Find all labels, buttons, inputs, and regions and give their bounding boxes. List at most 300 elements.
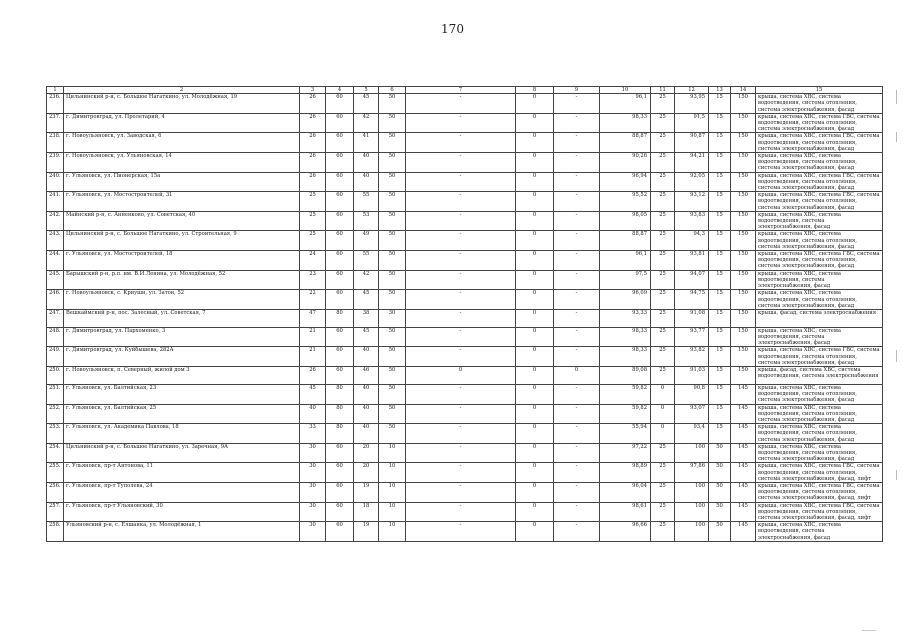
table-cell: 80 xyxy=(326,424,354,444)
table-cell: 25 xyxy=(651,482,675,502)
table-cell: - xyxy=(554,133,600,153)
table-cell: крыша, система ХВС, система водоотведения, система электроснабжения, фасад xyxy=(756,270,883,290)
table-cell: 0 xyxy=(406,367,516,385)
table-cell: 50 xyxy=(379,172,406,192)
table-cell: 18 xyxy=(354,502,379,522)
table-cell: - xyxy=(406,94,516,114)
table-cell: 50 xyxy=(379,270,406,290)
table-cell: 89,08 xyxy=(600,367,651,385)
table-cell: 91,5 xyxy=(675,113,709,133)
table-cell: - xyxy=(554,502,600,522)
table-cell: 30 xyxy=(379,309,406,327)
table-cell: 25 xyxy=(651,113,675,133)
table-cell: - xyxy=(554,290,600,310)
table-cell: крыша, система ХВС, система водоотведения, система отопления, система электроснабжения, фасад xyxy=(756,153,883,173)
table-cell: 15 xyxy=(709,404,731,424)
table-cell: 95,52 xyxy=(600,192,651,212)
table-cell: 93,07 xyxy=(675,404,709,424)
table-cell: 25 xyxy=(651,309,675,327)
table-cell: 252. xyxy=(47,404,64,424)
table-cell: 15 xyxy=(709,347,731,367)
table-cell: 25 xyxy=(651,153,675,173)
header-cell: 13 xyxy=(709,87,731,94)
table-cell: 26 xyxy=(300,172,326,192)
table-cell: 25 xyxy=(651,133,675,153)
table-cell: 26 xyxy=(300,367,326,385)
table-cell: - xyxy=(406,133,516,153)
table-cell: 15 xyxy=(709,231,731,251)
table-cell: - xyxy=(406,192,516,212)
table-cell: крыша, система ХВС, система ГВС, система водоотведения, система отопления, система электроснабжения, фасад xyxy=(756,251,883,271)
table-row xyxy=(47,270,883,290)
table-cell: 60 xyxy=(326,172,354,192)
table-cell: 94,3 xyxy=(675,231,709,251)
table-cell: 150 xyxy=(731,327,756,347)
table-cell: 93,4 xyxy=(675,424,709,444)
table-cell: 150 xyxy=(731,172,756,192)
header-cell: 14 xyxy=(731,87,756,94)
table-cell: 238. xyxy=(47,133,64,153)
table-cell: 96,94 xyxy=(600,172,651,192)
table-cell: 22 xyxy=(300,290,326,310)
table-cell: 25 xyxy=(651,211,675,231)
table-row xyxy=(47,424,883,444)
table-cell: 20 xyxy=(354,463,379,483)
table-cell: - xyxy=(554,153,600,173)
table-cell: 15 xyxy=(709,367,731,385)
table-cell: 30 xyxy=(300,443,326,463)
table-cell: 50 xyxy=(379,251,406,271)
table-cell: - xyxy=(554,522,600,542)
table-cell: - xyxy=(406,347,516,367)
table-cell: 10 xyxy=(379,463,406,483)
table-cell: 88,87 xyxy=(600,231,651,251)
table-cell: - xyxy=(406,404,516,424)
table-cell: 0 xyxy=(516,211,554,231)
table-cell: - xyxy=(406,290,516,310)
table-cell: 15 xyxy=(709,133,731,153)
table-cell: крыша, система ХВС, система ГВС, система водоотведения, система отопления, система электроснабжения, фасад xyxy=(756,133,883,153)
table-cell: - xyxy=(554,211,600,231)
table-cell: 93,82 xyxy=(675,347,709,367)
table-cell: 38 xyxy=(354,309,379,327)
table-row xyxy=(47,522,883,542)
table-cell: 23 xyxy=(300,270,326,290)
table-cell: 93,77 xyxy=(675,327,709,347)
table-cell: 25 xyxy=(651,270,675,290)
table-cell: 40 xyxy=(354,347,379,367)
table-cell: - xyxy=(554,443,600,463)
table-cell: 25 xyxy=(651,290,675,310)
table-cell: 150 xyxy=(731,231,756,251)
table-cell: 92,05 xyxy=(675,172,709,192)
table-cell: Вешкаймский р-н, пос. Залесный, ул. Советская, 7 xyxy=(64,309,300,327)
table-cell: Цильнинский р-н, с. Большое Нагаткино, ул. Молодёжная, 19 xyxy=(64,94,300,114)
table-cell: 15 xyxy=(709,153,731,173)
table-cell: 0 xyxy=(516,367,554,385)
table-cell: 96,1 xyxy=(600,94,651,114)
table-row xyxy=(47,192,883,212)
header-cell: 10 xyxy=(600,87,651,94)
table-cell: 100 xyxy=(675,443,709,463)
table-cell: 100 xyxy=(675,502,709,522)
table-cell: 251. xyxy=(47,384,64,404)
table-cell: 30 xyxy=(300,502,326,522)
table-cell: 15 xyxy=(709,327,731,347)
table-cell: - xyxy=(406,327,516,347)
table-cell: - xyxy=(554,172,600,192)
table-cell: 47 xyxy=(300,309,326,327)
table-cell: крыша, система ХВС, система водоотведения, система электроснабжения, фасад xyxy=(756,327,883,347)
table-cell: 21 xyxy=(300,347,326,367)
table-cell: г. Новоульяновск, ул. Заводская, 6 xyxy=(64,133,300,153)
table-cell: 50 xyxy=(379,347,406,367)
table-cell: 19 xyxy=(354,482,379,502)
table-cell: 0 xyxy=(651,384,675,404)
table-cell: крыша, система ХВС, система ГВС, система водоотведения, система отопления, система электроснабжения, фасад, лифт xyxy=(756,463,883,483)
table-cell: 0 xyxy=(516,231,554,251)
table-cell: 90,26 xyxy=(600,153,651,173)
header-cell: 8 xyxy=(516,87,554,94)
table-cell: крыша, система ХВС, система водоотведения, система отопления, система электроснабжения, фасад xyxy=(756,404,883,424)
table-cell: 150 xyxy=(731,113,756,133)
scan-mark xyxy=(896,470,897,480)
table-cell: 60 xyxy=(326,327,354,347)
table-row xyxy=(47,463,883,483)
table-cell: г. Ульяновск, ул. Балтийская, 23 xyxy=(64,384,300,404)
table-cell: 30 xyxy=(300,463,326,483)
table-row xyxy=(47,347,883,367)
table-cell: 98,05 xyxy=(600,211,651,231)
table-cell: 256. xyxy=(47,482,64,502)
table-cell: 0 xyxy=(516,443,554,463)
table-cell: 97,5 xyxy=(600,270,651,290)
table-cell: 150 xyxy=(731,211,756,231)
table-cell: 10 xyxy=(379,522,406,542)
header-cell: 7 xyxy=(406,87,516,94)
table-cell: 244. xyxy=(47,251,64,271)
table-cell: - xyxy=(554,404,600,424)
table-cell: 15 xyxy=(709,251,731,271)
table-row xyxy=(47,290,883,310)
table-cell: 97,22 xyxy=(600,443,651,463)
table-cell: 240. xyxy=(47,172,64,192)
table-cell: крыша, система ХВС, система водоотведения, система отопления, система электроснабжения, фасад xyxy=(756,443,883,463)
table-cell: 60 xyxy=(326,482,354,502)
table-cell: - xyxy=(554,463,600,483)
header-cell: 15 xyxy=(756,87,883,94)
table-cell: 42 xyxy=(354,270,379,290)
table-cell: 0 xyxy=(516,172,554,192)
table-row xyxy=(47,113,883,133)
table-cell: 40 xyxy=(354,424,379,444)
table-cell: 258. xyxy=(47,522,64,542)
table-cell: 100 xyxy=(675,482,709,502)
table-cell: г. Ульяновск, ул. Балтийская, 25 xyxy=(64,404,300,424)
table-cell: 150 xyxy=(731,309,756,327)
table-cell: 49 xyxy=(354,231,379,251)
table-cell: 25 xyxy=(300,211,326,231)
table-cell: 60 xyxy=(326,192,354,212)
table-cell: 145 xyxy=(731,482,756,502)
table-cell: крыша, система ХВС, система ГВС, система водоотведения, система отопления, система электроснабжения, фасад, лифт xyxy=(756,502,883,522)
table-cell: 50 xyxy=(709,482,731,502)
table-cell: 30 xyxy=(300,522,326,542)
table-cell: 90,8 xyxy=(675,384,709,404)
table-cell: 25 xyxy=(651,522,675,542)
table-cell: крыша, фасад, система электроснабжения xyxy=(756,309,883,327)
table-cell: 40 xyxy=(354,404,379,424)
table-cell: 50 xyxy=(379,211,406,231)
table-cell: г. Ульяновск, пр-т Антонова, 11 xyxy=(64,463,300,483)
table-cell: 15 xyxy=(709,384,731,404)
header-cell: 11 xyxy=(651,87,675,94)
table-cell: 21 xyxy=(300,327,326,347)
table-cell: 150 xyxy=(731,347,756,367)
table-cell: - xyxy=(406,482,516,502)
table-cell: 0 xyxy=(516,251,554,271)
table-cell: 0 xyxy=(516,327,554,347)
header-cell: 3 xyxy=(300,87,326,94)
table-cell: 50 xyxy=(379,153,406,173)
table-cell: 0 xyxy=(554,367,600,385)
table-cell: крыша, система ХВС, система водоотведения, система отопления, система электроснабжения, фасад xyxy=(756,290,883,310)
table-cell: г. Димитровград, ул. Куйбышева, 282А xyxy=(64,347,300,367)
table-cell: 50 xyxy=(379,327,406,347)
table-cell: 150 xyxy=(731,94,756,114)
table-cell: 41 xyxy=(354,133,379,153)
table-cell: 150 xyxy=(731,290,756,310)
table-cell: 40 xyxy=(354,153,379,173)
data-table xyxy=(46,86,883,542)
table-cell: 0 xyxy=(516,404,554,424)
table-cell: 0 xyxy=(516,502,554,522)
table-cell: 26 xyxy=(300,113,326,133)
table-cell: 0 xyxy=(516,522,554,542)
table-cell: 60 xyxy=(326,113,354,133)
table-cell: 50 xyxy=(379,367,406,385)
table-cell: крыша, система ХВС, система водоотведения, система отопления, система электроснабжения, фасад xyxy=(756,424,883,444)
header-cell: 9 xyxy=(554,87,600,94)
table-row xyxy=(47,327,883,347)
table-cell: - xyxy=(554,424,600,444)
table-cell: Ульяновский р-н, с. Елшанка, ул. Молодёжная, 1 xyxy=(64,522,300,542)
table-cell: 53 xyxy=(354,211,379,231)
table-cell: крыша, система ХВС, система водоотведения, система отопления, система электроснабжения, фасад xyxy=(756,231,883,251)
table-row xyxy=(47,404,883,424)
header-cell: 5 xyxy=(354,87,379,94)
table-cell: крыша, система ХВС, система ГВС, система водоотведения, система отопления, система электроснабжения, фасад xyxy=(756,192,883,212)
table-cell: 50 xyxy=(379,384,406,404)
table-cell: Майнский р-н, с. Анненково, ул. Советская, 40 xyxy=(64,211,300,231)
table-cell: 91,03 xyxy=(675,367,709,385)
table-cell: 60 xyxy=(326,522,354,542)
table-cell: - xyxy=(554,251,600,271)
header-cell: 2 xyxy=(64,87,300,94)
table-cell: - xyxy=(554,482,600,502)
table-cell: 60 xyxy=(326,94,354,114)
table-cell: 93,81 xyxy=(675,251,709,271)
table-cell: г. Ульяновск, пр-т Туполева, 24 xyxy=(64,482,300,502)
table-cell: 40 xyxy=(354,172,379,192)
table-cell: 145 xyxy=(731,384,756,404)
table-cell: г. Новоульяновск, ул. Ульяновская, 14 xyxy=(64,153,300,173)
table-cell: 150 xyxy=(731,153,756,173)
table-cell: 10 xyxy=(379,482,406,502)
table-cell: 91,08 xyxy=(675,309,709,327)
table-cell: - xyxy=(554,192,600,212)
table-cell: - xyxy=(554,347,600,367)
table-cell: 50 xyxy=(379,290,406,310)
table-cell: 10 xyxy=(379,443,406,463)
table-cell: 255. xyxy=(47,463,64,483)
table-cell: 0 xyxy=(651,404,675,424)
table-cell: 60 xyxy=(326,463,354,483)
table-header-row xyxy=(47,87,883,94)
table-cell: 15 xyxy=(709,94,731,114)
table-cell: - xyxy=(406,522,516,542)
table-cell: 26 xyxy=(300,133,326,153)
table-cell: 0 xyxy=(516,309,554,327)
table-cell: 15 xyxy=(709,172,731,192)
table-cell: - xyxy=(406,251,516,271)
table-cell: 145 xyxy=(731,424,756,444)
table-cell: 250. xyxy=(47,367,64,385)
table-cell: 93,12 xyxy=(675,192,709,212)
table-row xyxy=(47,251,883,271)
table-cell: 25 xyxy=(651,443,675,463)
table-cell: 45 xyxy=(354,290,379,310)
table-row xyxy=(47,384,883,404)
table-cell: Цильнинский р-н, с. Большое Нагаткино, ул. Заречная, 9А xyxy=(64,443,300,463)
table-cell: 93,95 xyxy=(675,94,709,114)
table-cell: крыша, система ХВС, система ГВС, система водоотведения, система отопления, система электроснабжения, фасад xyxy=(756,172,883,192)
table-cell: 150 xyxy=(731,367,756,385)
table-cell: 0 xyxy=(651,424,675,444)
table-cell: 25 xyxy=(300,192,326,212)
table-cell: - xyxy=(406,384,516,404)
table-cell: 25 xyxy=(651,463,675,483)
table-cell: 25 xyxy=(651,192,675,212)
table-row xyxy=(47,502,883,522)
table-cell: - xyxy=(554,327,600,347)
table-cell: 0 xyxy=(516,347,554,367)
table-cell: г. Ульяновск, ул. Пионерская, 15а xyxy=(64,172,300,192)
table-cell: крыша, система ХВС, система водоотведения, система электроснабжения, фасад xyxy=(756,211,883,231)
table-cell: - xyxy=(406,172,516,192)
table-cell: 15 xyxy=(709,211,731,231)
table-cell: 96,66 xyxy=(600,522,651,542)
table-cell: 96,09 xyxy=(600,290,651,310)
table-cell: 245. xyxy=(47,270,64,290)
table-cell: крыша, фасад, система ХВС, система водоотведения, система электроснабжения xyxy=(756,367,883,385)
table-cell: 90,87 xyxy=(675,133,709,153)
table-cell: крыша, система ХВС, система водоотведения, система отопления, система электроснабжения, фасад xyxy=(756,384,883,404)
table-cell: г. Димитровград, ул. Пархоменко, 3 xyxy=(64,327,300,347)
table-cell: 100 xyxy=(675,522,709,542)
table-cell: Барышский р-н, р.п. им. В.И.Ленина, ул. Молодёжная, 52 xyxy=(64,270,300,290)
table-cell: крыша, система ХВС, система ГВС, система водоотведения, система отопления, система электроснабжения, фасад, лифт xyxy=(756,482,883,502)
table-cell: Цильнинский р-н, с. Большое Нагаткино, ул. Строительная, 9 xyxy=(64,231,300,251)
table-cell: г. Ульяновск, ул. Академика Павлова, 18 xyxy=(64,424,300,444)
table-cell: 243. xyxy=(47,231,64,251)
table-cell: 150 xyxy=(731,133,756,153)
table-cell: г. Ульяновск, ул. Мостостроителей, 18 xyxy=(64,251,300,271)
table-cell: 253. xyxy=(47,424,64,444)
table-cell: 93,83 xyxy=(675,211,709,231)
table-cell: 60 xyxy=(326,270,354,290)
table-cell: 96,04 xyxy=(600,482,651,502)
table-cell: 25 xyxy=(651,231,675,251)
table-cell: 0 xyxy=(516,270,554,290)
table-cell: 59,82 xyxy=(600,384,651,404)
table-cell: 80 xyxy=(326,404,354,424)
table-cell: 15 xyxy=(709,309,731,327)
table-cell: 20 xyxy=(354,443,379,463)
table-cell: 45 xyxy=(354,327,379,347)
table-row xyxy=(47,172,883,192)
table-cell: 25 xyxy=(300,231,326,251)
table-cell: крыша, система ХВС, система ГВС, система водоотведения, система отопления, система электроснабжения, фасад xyxy=(756,113,883,133)
table-cell: - xyxy=(554,384,600,404)
table-cell: 60 xyxy=(326,290,354,310)
table-cell: - xyxy=(406,113,516,133)
table-cell: 60 xyxy=(326,211,354,231)
table-cell: - xyxy=(406,502,516,522)
table-row xyxy=(47,94,883,114)
table-cell: 241. xyxy=(47,192,64,212)
table-cell: - xyxy=(406,270,516,290)
header-cell: 6 xyxy=(379,87,406,94)
table-row xyxy=(47,231,883,251)
table-cell: 50 xyxy=(379,192,406,212)
table-cell: 45 xyxy=(354,94,379,114)
table-cell: 257. xyxy=(47,502,64,522)
table-cell: 25 xyxy=(651,251,675,271)
table-cell: 80 xyxy=(326,384,354,404)
header-cell: 1 xyxy=(47,87,64,94)
table-cell: г. Ульяновск, ул. Мостостроителей, 31 xyxy=(64,192,300,212)
table-cell: 50 xyxy=(709,502,731,522)
table-cell: 60 xyxy=(326,231,354,251)
table-cell: 30 xyxy=(300,482,326,502)
table-cell: 25 xyxy=(651,367,675,385)
table-cell: крыша, система ХВС, система ГВС, система водоотведения, система отопления, система электроснабжения, фасад xyxy=(756,347,883,367)
table-cell: 50 xyxy=(709,522,731,542)
table-cell: - xyxy=(406,309,516,327)
table-cell: 50 xyxy=(379,113,406,133)
table-cell: - xyxy=(406,153,516,173)
table-cell: 0 xyxy=(516,133,554,153)
table-cell: 24 xyxy=(300,251,326,271)
table-cell: 15 xyxy=(709,424,731,444)
table-cell: 60 xyxy=(326,443,354,463)
table-cell: г. Ульяновск, пр-т Ульяновский, 30 xyxy=(64,502,300,522)
table-cell: - xyxy=(554,309,600,327)
table-cell: 236. xyxy=(47,94,64,114)
table-cell: 19 xyxy=(354,522,379,542)
table-cell: 50 xyxy=(709,463,731,483)
table-cell: 96,1 xyxy=(600,251,651,271)
table-cell: 60 xyxy=(326,153,354,173)
scan-mark xyxy=(896,132,897,142)
header-cell: 4 xyxy=(326,87,354,94)
table-cell: 40 xyxy=(354,384,379,404)
scan-mark xyxy=(862,630,876,631)
table-cell: 40 xyxy=(300,404,326,424)
table-cell: 98,61 xyxy=(600,502,651,522)
table-cell: 50 xyxy=(379,94,406,114)
